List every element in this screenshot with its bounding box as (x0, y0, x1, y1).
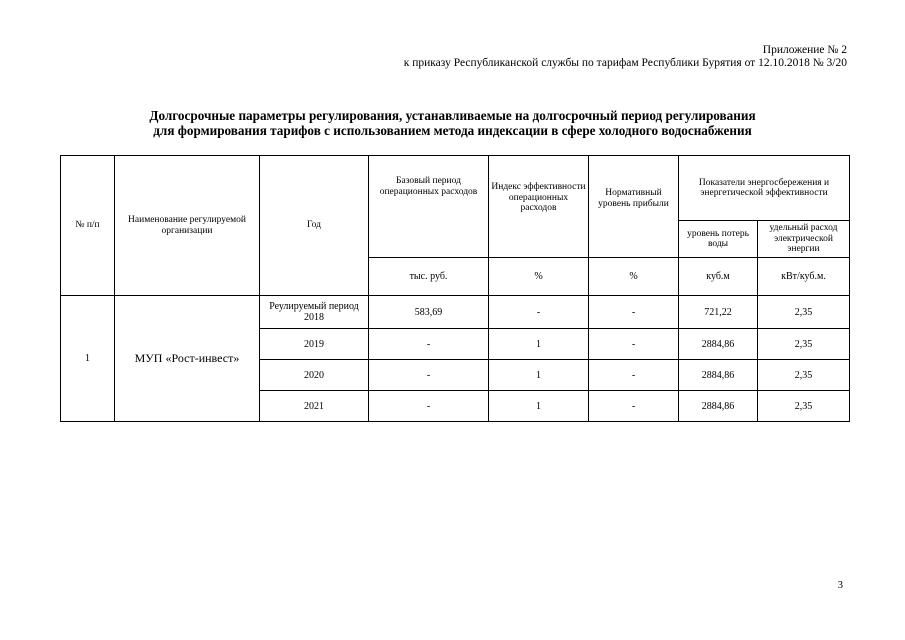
cell-efficiency-index: 1 (489, 329, 589, 360)
cell-water-losses: 721,22 (679, 296, 758, 329)
cell-year: 2019 (260, 329, 369, 360)
regulation-parameters-table (60, 155, 850, 422)
col-header-organization: Наименование регулируемой организации (115, 156, 260, 296)
appendix-note (404, 44, 847, 70)
title-line-1: Долгосрочные параметры регулирования, устанавливаемые на долгосрочный период регулирования (149, 108, 756, 123)
cell-profit-level: - (589, 296, 679, 329)
cell-electricity-consumption: 2,35 (758, 391, 850, 422)
cell-efficiency-index: - (489, 296, 589, 329)
cell-water-losses: 2884,86 (679, 329, 758, 360)
table-row (61, 296, 850, 329)
cell-base-period: - (369, 391, 489, 422)
cell-electricity-consumption: 2,35 (758, 329, 850, 360)
col-header-energy-indicators: Показатели энергосбережения и энергетической эффективности (679, 156, 850, 221)
col-header-efficiency-index: Индекс эффективности операционных расходов (489, 156, 589, 258)
cell-year: Реулируемый период 2018 (260, 296, 369, 329)
cell-profit-level: - (589, 360, 679, 391)
col-header-water-losses: уровень потерь воды (679, 221, 758, 258)
unit-base-period: тыс. руб. (369, 258, 489, 296)
cell-efficiency-index: 1 (489, 391, 589, 422)
cell-profit-level: - (589, 391, 679, 422)
unit-efficiency-index: % (489, 258, 589, 296)
cell-electricity-consumption: 2,35 (758, 360, 850, 391)
cell-year: 2021 (260, 391, 369, 422)
document-title (0, 108, 905, 138)
col-header-electricity-consumption: удельный расход электрической энергии (758, 221, 850, 258)
unit-electricity-consumption: кВт/куб.м. (758, 258, 850, 296)
cell-profit-level: - (589, 329, 679, 360)
unit-water-losses: куб.м (679, 258, 758, 296)
col-header-base-period: Базовый период операционных расходов (369, 156, 489, 258)
col-header-number: № п/п (61, 156, 115, 296)
row-number: 1 (61, 296, 115, 422)
cell-efficiency-index: 1 (489, 360, 589, 391)
cell-base-period: 583,69 (369, 296, 489, 329)
cell-water-losses: 2884,86 (679, 391, 758, 422)
cell-water-losses: 2884,86 (679, 360, 758, 391)
appendix-order-reference: к приказу Республиканской службы по тарифам Республики Бурятия от 12.10.2018 № 3/20 (403, 57, 847, 69)
appendix-number: Приложение № 2 (762, 44, 847, 56)
title-line-2: для формирования тарифов с использованием метода индексации в сфере холодного водоснабжения (153, 123, 752, 138)
page-number: 3 (837, 580, 843, 591)
cell-electricity-consumption: 2,35 (758, 296, 850, 329)
unit-profit-level: % (589, 258, 679, 296)
col-header-year: Год (260, 156, 369, 296)
cell-base-period: - (369, 360, 489, 391)
col-header-profit-level: Нормативный уровень прибыли (589, 156, 679, 258)
cell-year: 2020 (260, 360, 369, 391)
organization-name: МУП «Рост-инвест» (115, 296, 260, 422)
cell-base-period: - (369, 329, 489, 360)
